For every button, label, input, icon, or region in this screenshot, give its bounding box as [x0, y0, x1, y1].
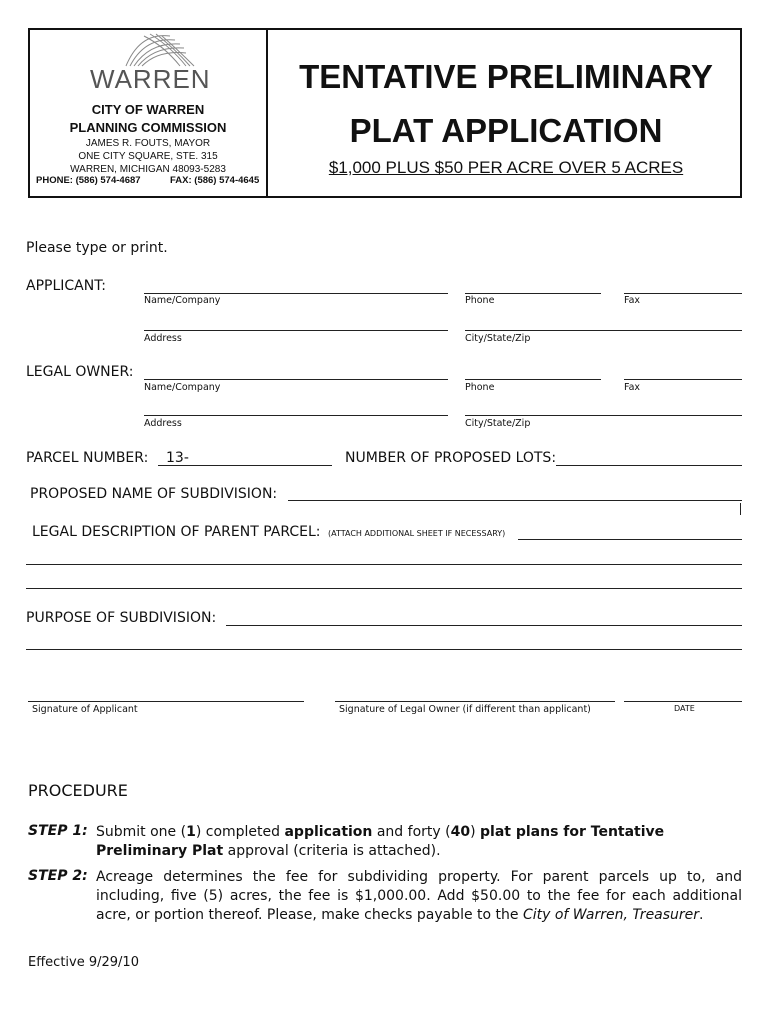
- applicant-city-caption: City/State/Zip: [465, 333, 531, 344]
- proposed-lots-label: NUMBER OF PROPOSED LOTS:: [345, 450, 557, 466]
- date-caption: DATE: [674, 704, 695, 713]
- org-mayor: JAMES R. FOUTS, MAYOR: [85, 138, 211, 149]
- owner-city-field[interactable]: [465, 415, 742, 416]
- purpose-field-2[interactable]: [26, 649, 742, 650]
- org-address: ONE CITY SQUARE, STE. 315: [78, 151, 218, 162]
- step-2-label: STEP 2:: [28, 868, 88, 884]
- owner-phone-field[interactable]: [465, 379, 601, 380]
- owner-city-caption: City/State/Zip: [465, 418, 531, 429]
- step-1-text: Submit one (1) completed application and forty (40) plat plans for Tentative Preliminary Plat approval (criteria is attached).: [96, 824, 665, 859]
- owner-fax-field[interactable]: [624, 379, 742, 380]
- effective-date: Effective 9/29/10: [28, 955, 139, 970]
- logo-wordmark: WARREN: [90, 64, 211, 94]
- org-city: CITY OF WARREN: [91, 102, 205, 117]
- org-city-state-zip: WARREN, MICHIGAN 48093-5283: [70, 164, 226, 175]
- title-line-2: PLAT APPLICATION: [349, 112, 663, 149]
- subdivision-name-label: PROPOSED NAME OF SUBDIVISION:: [30, 486, 278, 502]
- parcel-number-field[interactable]: [158, 465, 332, 466]
- field-end-marker: [740, 503, 741, 515]
- applicant-fax-field[interactable]: [624, 293, 742, 294]
- purpose-label: PURPOSE OF SUBDIVISION:: [26, 610, 217, 626]
- applicant-fax-caption: Fax: [624, 295, 641, 306]
- legal-description-field-3[interactable]: [26, 588, 742, 589]
- date-field[interactable]: [624, 701, 742, 702]
- applicant-name-caption: Name/Company: [144, 295, 221, 306]
- org-commission: PLANNING COMMISSION: [69, 120, 227, 135]
- legal-owner-label: LEGAL OWNER:: [26, 364, 134, 380]
- parcel-prefix: 13-: [166, 450, 189, 466]
- subdivision-name-field[interactable]: [288, 500, 742, 501]
- applicant-signature-field[interactable]: [28, 701, 304, 702]
- proposed-lots-field[interactable]: [556, 465, 742, 466]
- step-1-label: STEP 1:: [28, 823, 88, 839]
- applicant-name-field[interactable]: [144, 293, 448, 294]
- header-box: [28, 28, 742, 198]
- procedure-heading: PROCEDURE: [28, 781, 128, 800]
- org-phone: PHONE: (586) 574-4687: [36, 175, 141, 186]
- owner-phone-caption: Phone: [465, 382, 495, 393]
- applicant-label: APPLICANT:: [26, 278, 106, 294]
- parcel-number-label: PARCEL NUMBER:: [26, 450, 149, 466]
- applicant-city-field[interactable]: [465, 330, 742, 331]
- legal-description-label: LEGAL DESCRIPTION OF PARENT PARCEL:: [32, 524, 321, 540]
- owner-name-field[interactable]: [144, 379, 448, 380]
- applicant-address-caption: Address: [144, 333, 182, 344]
- owner-signature-field[interactable]: [335, 701, 615, 702]
- step-2-text: Acreage determines the fee for subdividing property. For parent parcels up to, and including, five (5) acres, the fee is $1,000.00. Add $50.00 to the fee for each additional acre, or portion thereof. Please, make checks payable to the City of Warren, Treasurer.: [96, 869, 742, 923]
- org-fax: FAX: (586) 574-4645: [170, 175, 260, 186]
- applicant-address-field[interactable]: [144, 330, 448, 331]
- applicant-phone-caption: Phone: [465, 295, 495, 306]
- legal-description-field-1[interactable]: [518, 539, 742, 540]
- legal-description-note: (ATTACH ADDITIONAL SHEET IF NECESSARY): [328, 529, 506, 538]
- fee-line: $1,000 PLUS $50 PER ACRE OVER 5 ACRES: [328, 158, 684, 177]
- owner-address-caption: Address: [144, 418, 182, 429]
- legal-description-field-2[interactable]: [26, 564, 742, 565]
- purpose-field-1[interactable]: [226, 625, 742, 626]
- owner-address-field[interactable]: [144, 415, 448, 416]
- owner-signature-caption: Signature of Legal Owner (if different than applicant): [339, 704, 591, 715]
- owner-name-caption: Name/Company: [144, 382, 221, 393]
- applicant-phone-field[interactable]: [465, 293, 601, 294]
- title-line-1: TENTATIVE PRELIMINARY: [299, 58, 713, 95]
- owner-fax-caption: Fax: [624, 382, 641, 393]
- applicant-signature-caption: Signature of Applicant: [32, 704, 138, 715]
- instruction-text: Please type or print.: [26, 240, 168, 256]
